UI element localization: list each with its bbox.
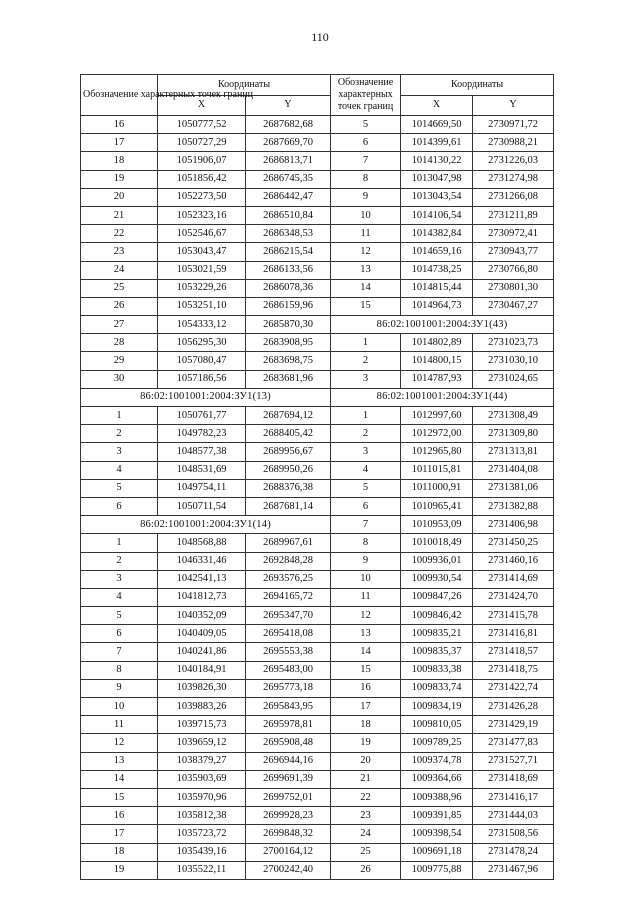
table-row — [81, 279, 554, 297]
left-y-coordinate: 2686745,35 — [246, 170, 331, 188]
left-y-coordinate: 2685870,30 — [246, 316, 331, 334]
right-y-coordinate: 2731429,19 — [473, 716, 554, 734]
right-y-coordinate: 2731418,57 — [473, 643, 554, 661]
left-point-number: 5 — [81, 479, 158, 497]
left-y-coordinate: 2689956,67 — [246, 443, 331, 461]
right-x-coordinate: 1010953,09 — [401, 516, 473, 534]
left-point-number: 13 — [81, 752, 158, 770]
table-row — [81, 570, 554, 588]
table-row — [81, 152, 554, 170]
left-x-coordinate: 1053021,59 — [158, 261, 246, 279]
left-x-coordinate: 1039715,73 — [158, 716, 246, 734]
right-point-number: 10 — [331, 570, 401, 588]
left-y-coordinate: 2699752,01 — [246, 788, 331, 806]
left-point-number: 30 — [81, 370, 158, 388]
left-x-coordinate: 1053251,10 — [158, 297, 246, 315]
left-x-coordinate: 1053229,26 — [158, 279, 246, 297]
right-point-number: 4 — [331, 461, 401, 479]
left-point-number: 2 — [81, 425, 158, 443]
left-group-label: 86:02:1001001:2004:ЗУ1(13) — [81, 388, 331, 406]
right-y-coordinate: 2731030,10 — [473, 352, 554, 370]
right-point-number: 9 — [331, 188, 401, 206]
right-point-number: 19 — [331, 734, 401, 752]
table-row — [81, 461, 554, 479]
right-y-coordinate: 2731426,28 — [473, 698, 554, 716]
left-point-number: 18 — [81, 843, 158, 861]
right-x-coordinate: 1011000,91 — [401, 479, 473, 497]
right-point-number: 6 — [331, 134, 401, 152]
right-x-coordinate: 1012965,80 — [401, 443, 473, 461]
left-x-coordinate: 1049782,23 — [158, 425, 246, 443]
left-x-coordinate: 1042541,13 — [158, 570, 246, 588]
right-y-coordinate: 2731478,24 — [473, 843, 554, 861]
right-x-coordinate: 1014382,84 — [401, 225, 473, 243]
left-point-number: 16 — [81, 807, 158, 825]
table-row — [81, 116, 554, 134]
header-coordinates-right: Координаты — [401, 75, 554, 96]
table-row — [81, 443, 554, 461]
left-y-coordinate: 2686159,96 — [246, 297, 331, 315]
left-point-number: 6 — [81, 497, 158, 515]
left-x-coordinate: 1057080,47 — [158, 352, 246, 370]
left-y-coordinate: 2695483,00 — [246, 661, 331, 679]
table-row — [81, 407, 554, 425]
table-row — [81, 552, 554, 570]
right-y-coordinate: 2731415,78 — [473, 607, 554, 625]
right-point-number: 8 — [331, 534, 401, 552]
right-y-coordinate: 2731416,81 — [473, 625, 554, 643]
left-y-coordinate: 2693576,25 — [246, 570, 331, 588]
right-x-coordinate: 1014106,54 — [401, 206, 473, 224]
right-point-number: 25 — [331, 843, 401, 861]
header-y-left: Y — [246, 95, 331, 116]
table-row — [81, 225, 554, 243]
left-point-number: 12 — [81, 734, 158, 752]
right-point-number: 17 — [331, 698, 401, 716]
right-y-coordinate: 2731381,06 — [473, 479, 554, 497]
left-y-coordinate: 2700164,12 — [246, 843, 331, 861]
right-y-coordinate: 2731444,03 — [473, 807, 554, 825]
right-point-number: 6 — [331, 497, 401, 515]
right-x-coordinate: 1014964,73 — [401, 297, 473, 315]
right-y-coordinate: 2731382,88 — [473, 497, 554, 515]
right-point-number: 13 — [331, 261, 401, 279]
right-x-coordinate: 1014738,25 — [401, 261, 473, 279]
right-y-coordinate: 2730801,30 — [473, 279, 554, 297]
table-row — [81, 843, 554, 861]
left-x-coordinate: 1050727,29 — [158, 134, 246, 152]
left-x-coordinate: 1048577,38 — [158, 443, 246, 461]
table-row — [81, 788, 554, 806]
table-row — [81, 170, 554, 188]
right-y-coordinate: 2731477,83 — [473, 734, 554, 752]
left-x-coordinate: 1056295,30 — [158, 334, 246, 352]
left-y-coordinate: 2689967,61 — [246, 534, 331, 552]
left-point-number: 25 — [81, 279, 158, 297]
right-point-number: 23 — [331, 807, 401, 825]
right-y-coordinate: 2731418,69 — [473, 770, 554, 788]
left-point-number: 21 — [81, 206, 158, 224]
left-y-coordinate: 2694165,72 — [246, 588, 331, 606]
left-y-coordinate: 2700242,40 — [246, 861, 331, 879]
left-y-coordinate: 2688376,38 — [246, 479, 331, 497]
left-point-number: 14 — [81, 770, 158, 788]
left-x-coordinate: 1054333,12 — [158, 316, 246, 334]
left-point-number: 7 — [81, 643, 158, 661]
left-x-coordinate: 1050761,77 — [158, 407, 246, 425]
left-point-number: 2 — [81, 552, 158, 570]
left-y-coordinate: 2689950,26 — [246, 461, 331, 479]
right-y-coordinate: 2731404,08 — [473, 461, 554, 479]
table-row — [81, 752, 554, 770]
right-x-coordinate: 1012997,60 — [401, 407, 473, 425]
right-x-coordinate: 1014802,89 — [401, 334, 473, 352]
left-point-number: 29 — [81, 352, 158, 370]
table-row — [81, 698, 554, 716]
header-coordinates-left: Координаты — [158, 75, 331, 96]
left-x-coordinate: 1041812,73 — [158, 588, 246, 606]
table-row — [81, 807, 554, 825]
table-row — [81, 770, 554, 788]
table-row — [81, 734, 554, 752]
right-x-coordinate: 1009846,42 — [401, 607, 473, 625]
table-row — [81, 316, 554, 334]
left-y-coordinate: 2695418,08 — [246, 625, 331, 643]
table-row — [81, 497, 554, 515]
right-group-label: 86:02:1001001:2004:ЗУ1(44) — [331, 388, 554, 406]
right-y-coordinate: 2731266,08 — [473, 188, 554, 206]
right-x-coordinate: 1009847,26 — [401, 588, 473, 606]
left-point-number: 18 — [81, 152, 158, 170]
left-x-coordinate: 1035439,16 — [158, 843, 246, 861]
right-point-number: 14 — [331, 279, 401, 297]
left-point-number: 26 — [81, 297, 158, 315]
left-x-coordinate: 1049754,11 — [158, 479, 246, 497]
table-row — [81, 352, 554, 370]
table-row — [81, 643, 554, 661]
table-row — [81, 679, 554, 697]
right-point-number: 11 — [331, 225, 401, 243]
table-row — [81, 297, 554, 315]
right-x-coordinate: 1014787,93 — [401, 370, 473, 388]
table-row — [81, 607, 554, 625]
right-x-coordinate: 1009691,18 — [401, 843, 473, 861]
left-point-number: 15 — [81, 788, 158, 806]
left-x-coordinate: 1035522,11 — [158, 861, 246, 879]
right-x-coordinate: 1011015,81 — [401, 461, 473, 479]
right-point-number: 7 — [331, 152, 401, 170]
right-point-number: 2 — [331, 425, 401, 443]
right-x-coordinate: 1014800,15 — [401, 352, 473, 370]
right-point-number: 20 — [331, 752, 401, 770]
right-y-coordinate: 2731309,80 — [473, 425, 554, 443]
left-y-coordinate: 2686510,84 — [246, 206, 331, 224]
right-x-coordinate: 1009775,88 — [401, 861, 473, 879]
right-point-number: 10 — [331, 206, 401, 224]
right-x-coordinate: 1009835,21 — [401, 625, 473, 643]
right-point-number: 3 — [331, 443, 401, 461]
left-point-number: 8 — [81, 661, 158, 679]
table-row — [81, 661, 554, 679]
left-y-coordinate: 2699691,39 — [246, 770, 331, 788]
left-y-coordinate: 2687669,70 — [246, 134, 331, 152]
left-x-coordinate: 1035903,69 — [158, 770, 246, 788]
right-x-coordinate: 1009936,01 — [401, 552, 473, 570]
left-y-coordinate: 2692848,28 — [246, 552, 331, 570]
right-y-coordinate: 2731467,96 — [473, 861, 554, 879]
left-y-coordinate: 2687682,68 — [246, 116, 331, 134]
right-point-number: 7 — [331, 516, 401, 534]
header-x-right: X — [401, 95, 473, 116]
right-x-coordinate: 1014399,61 — [401, 134, 473, 152]
right-x-coordinate: 1009388,96 — [401, 788, 473, 806]
left-point-number: 22 — [81, 225, 158, 243]
header-designation-left: Обозначение характерных точек границ — [81, 75, 158, 116]
left-y-coordinate: 2686133,56 — [246, 261, 331, 279]
header-x-left: X — [158, 95, 246, 116]
left-x-coordinate: 1052273,50 — [158, 188, 246, 206]
right-point-number: 26 — [331, 861, 401, 879]
table-row — [81, 188, 554, 206]
right-point-number: 11 — [331, 588, 401, 606]
left-point-number: 11 — [81, 716, 158, 734]
right-y-coordinate: 2731274,98 — [473, 170, 554, 188]
left-y-coordinate: 2686215,54 — [246, 243, 331, 261]
table-row — [81, 134, 554, 152]
left-point-number: 24 — [81, 261, 158, 279]
right-point-number: 12 — [331, 243, 401, 261]
left-y-coordinate: 2683681,96 — [246, 370, 331, 388]
right-x-coordinate: 1014815,44 — [401, 279, 473, 297]
table-row — [81, 370, 554, 388]
left-x-coordinate: 1051906,07 — [158, 152, 246, 170]
table-body — [81, 116, 554, 880]
left-point-number: 5 — [81, 607, 158, 625]
table-row — [81, 388, 554, 406]
right-x-coordinate: 1009364,66 — [401, 770, 473, 788]
left-y-coordinate: 2686813,71 — [246, 152, 331, 170]
left-x-coordinate: 1050777,52 — [158, 116, 246, 134]
left-x-coordinate: 1039659,12 — [158, 734, 246, 752]
right-point-number: 1 — [331, 334, 401, 352]
left-point-number: 20 — [81, 188, 158, 206]
left-point-number: 16 — [81, 116, 158, 134]
left-x-coordinate: 1035723,72 — [158, 825, 246, 843]
right-point-number: 9 — [331, 552, 401, 570]
right-y-coordinate: 2730943,77 — [473, 243, 554, 261]
page-number: 110 — [311, 30, 329, 44]
left-x-coordinate: 1039826,30 — [158, 679, 246, 697]
right-point-number: 14 — [331, 643, 401, 661]
left-y-coordinate: 2683698,75 — [246, 352, 331, 370]
right-y-coordinate: 2731460,16 — [473, 552, 554, 570]
left-y-coordinate: 2695843,95 — [246, 698, 331, 716]
left-x-coordinate: 1052546,67 — [158, 225, 246, 243]
table-row — [81, 861, 554, 879]
right-y-coordinate: 2731414,69 — [473, 570, 554, 588]
left-x-coordinate: 1048531,69 — [158, 461, 246, 479]
right-point-number: 2 — [331, 352, 401, 370]
right-y-coordinate: 2731313,81 — [473, 443, 554, 461]
left-x-coordinate: 1035812,38 — [158, 807, 246, 825]
right-point-number: 1 — [331, 407, 401, 425]
right-point-number: 5 — [331, 116, 401, 134]
left-point-number: 3 — [81, 443, 158, 461]
right-y-coordinate: 2730972,41 — [473, 225, 554, 243]
right-point-number: 3 — [331, 370, 401, 388]
left-x-coordinate: 1051856,42 — [158, 170, 246, 188]
table-row — [81, 825, 554, 843]
header-row-top — [81, 75, 554, 96]
right-point-number: 21 — [331, 770, 401, 788]
right-point-number: 16 — [331, 679, 401, 697]
right-point-number: 22 — [331, 788, 401, 806]
left-y-coordinate: 2687694,12 — [246, 407, 331, 425]
left-point-number: 28 — [81, 334, 158, 352]
left-point-number: 9 — [81, 679, 158, 697]
left-point-number: 4 — [81, 461, 158, 479]
table-row — [81, 716, 554, 734]
right-x-coordinate: 1009391,85 — [401, 807, 473, 825]
left-y-coordinate: 2686348,53 — [246, 225, 331, 243]
table-row — [81, 479, 554, 497]
right-point-number: 12 — [331, 607, 401, 625]
right-y-coordinate: 2731211,89 — [473, 206, 554, 224]
table-row — [81, 516, 554, 534]
left-y-coordinate: 2695553,38 — [246, 643, 331, 661]
header-designation-right: Обозначение характерных точек границ — [331, 75, 401, 116]
left-point-number: 3 — [81, 570, 158, 588]
table-row — [81, 625, 554, 643]
right-y-coordinate: 2731508,56 — [473, 825, 554, 843]
right-y-coordinate: 2731023,73 — [473, 334, 554, 352]
left-point-number: 6 — [81, 625, 158, 643]
left-x-coordinate: 1035970,96 — [158, 788, 246, 806]
table-row — [81, 534, 554, 552]
left-point-number: 4 — [81, 588, 158, 606]
table-row — [81, 334, 554, 352]
left-x-coordinate: 1040409,05 — [158, 625, 246, 643]
right-point-number: 13 — [331, 625, 401, 643]
left-point-number: 23 — [81, 243, 158, 261]
table-row — [81, 206, 554, 224]
header-y-right: Y — [473, 95, 554, 116]
left-point-number: 27 — [81, 316, 158, 334]
left-y-coordinate: 2686078,36 — [246, 279, 331, 297]
right-x-coordinate: 1009834,19 — [401, 698, 473, 716]
left-x-coordinate: 1040184,91 — [158, 661, 246, 679]
right-y-coordinate: 2731450,25 — [473, 534, 554, 552]
left-x-coordinate: 1038379,27 — [158, 752, 246, 770]
left-y-coordinate: 2687681,14 — [246, 497, 331, 515]
right-x-coordinate: 1013047,98 — [401, 170, 473, 188]
left-y-coordinate: 2695908,48 — [246, 734, 331, 752]
right-y-coordinate: 2730766,80 — [473, 261, 554, 279]
left-point-number: 10 — [81, 698, 158, 716]
right-point-number: 15 — [331, 297, 401, 315]
right-point-number: 15 — [331, 661, 401, 679]
right-y-coordinate: 2731422,74 — [473, 679, 554, 697]
right-x-coordinate: 1009810,05 — [401, 716, 473, 734]
left-x-coordinate: 1057186,56 — [158, 370, 246, 388]
left-y-coordinate: 2695978,81 — [246, 716, 331, 734]
right-x-coordinate: 1009789,25 — [401, 734, 473, 752]
left-y-coordinate: 2695773,18 — [246, 679, 331, 697]
right-x-coordinate: 1010018,49 — [401, 534, 473, 552]
right-x-coordinate: 1012972,00 — [401, 425, 473, 443]
right-x-coordinate: 1009398,54 — [401, 825, 473, 843]
table-row — [81, 425, 554, 443]
left-x-coordinate: 1040352,09 — [158, 607, 246, 625]
left-point-number: 17 — [81, 134, 158, 152]
coordinates-table — [80, 74, 554, 880]
table-row — [81, 588, 554, 606]
left-group-label: 86:02:1001001:2004:ЗУ1(14) — [81, 516, 331, 534]
right-x-coordinate: 1010965,41 — [401, 497, 473, 515]
right-x-coordinate: 1009833,38 — [401, 661, 473, 679]
right-y-coordinate: 2731226,03 — [473, 152, 554, 170]
left-y-coordinate: 2696944,16 — [246, 752, 331, 770]
table-row — [81, 243, 554, 261]
right-y-coordinate: 2731406,98 — [473, 516, 554, 534]
right-y-coordinate: 2731424,70 — [473, 588, 554, 606]
left-y-coordinate: 2695347,70 — [246, 607, 331, 625]
right-x-coordinate: 1009374,78 — [401, 752, 473, 770]
left-y-coordinate: 2699848,32 — [246, 825, 331, 843]
left-point-number: 19 — [81, 170, 158, 188]
left-point-number: 17 — [81, 825, 158, 843]
right-point-number: 18 — [331, 716, 401, 734]
right-y-coordinate: 2731416,17 — [473, 788, 554, 806]
right-point-number: 8 — [331, 170, 401, 188]
right-x-coordinate: 1009930,54 — [401, 570, 473, 588]
left-x-coordinate: 1039883,26 — [158, 698, 246, 716]
left-y-coordinate: 2686442,47 — [246, 188, 331, 206]
right-group-label: 86:02:1001001:2004:ЗУ1(43) — [331, 316, 554, 334]
right-x-coordinate: 1009835,37 — [401, 643, 473, 661]
left-x-coordinate: 1050711,54 — [158, 497, 246, 515]
left-y-coordinate: 2688405,42 — [246, 425, 331, 443]
right-x-coordinate: 1013043,54 — [401, 188, 473, 206]
right-y-coordinate: 2731527,71 — [473, 752, 554, 770]
left-x-coordinate: 1052323,16 — [158, 206, 246, 224]
right-y-coordinate: 2731308,49 — [473, 407, 554, 425]
left-y-coordinate: 2683908,95 — [246, 334, 331, 352]
right-x-coordinate: 1014130,22 — [401, 152, 473, 170]
right-y-coordinate: 2731418,75 — [473, 661, 554, 679]
right-x-coordinate: 1014669,50 — [401, 116, 473, 134]
left-point-number: 19 — [81, 861, 158, 879]
right-y-coordinate: 2730467,27 — [473, 297, 554, 315]
left-y-coordinate: 2699928,23 — [246, 807, 331, 825]
left-x-coordinate: 1053043,47 — [158, 243, 246, 261]
table-row — [81, 261, 554, 279]
right-point-number: 5 — [331, 479, 401, 497]
left-point-number: 1 — [81, 534, 158, 552]
right-x-coordinate: 1014659,16 — [401, 243, 473, 261]
left-x-coordinate: 1048568,88 — [158, 534, 246, 552]
right-y-coordinate: 2730988,21 — [473, 134, 554, 152]
right-point-number: 24 — [331, 825, 401, 843]
left-point-number: 1 — [81, 407, 158, 425]
left-x-coordinate: 1046331,46 — [158, 552, 246, 570]
right-y-coordinate: 2730971,72 — [473, 116, 554, 134]
left-x-coordinate: 1040241,86 — [158, 643, 246, 661]
right-y-coordinate: 2731024,65 — [473, 370, 554, 388]
right-x-coordinate: 1009833,74 — [401, 679, 473, 697]
